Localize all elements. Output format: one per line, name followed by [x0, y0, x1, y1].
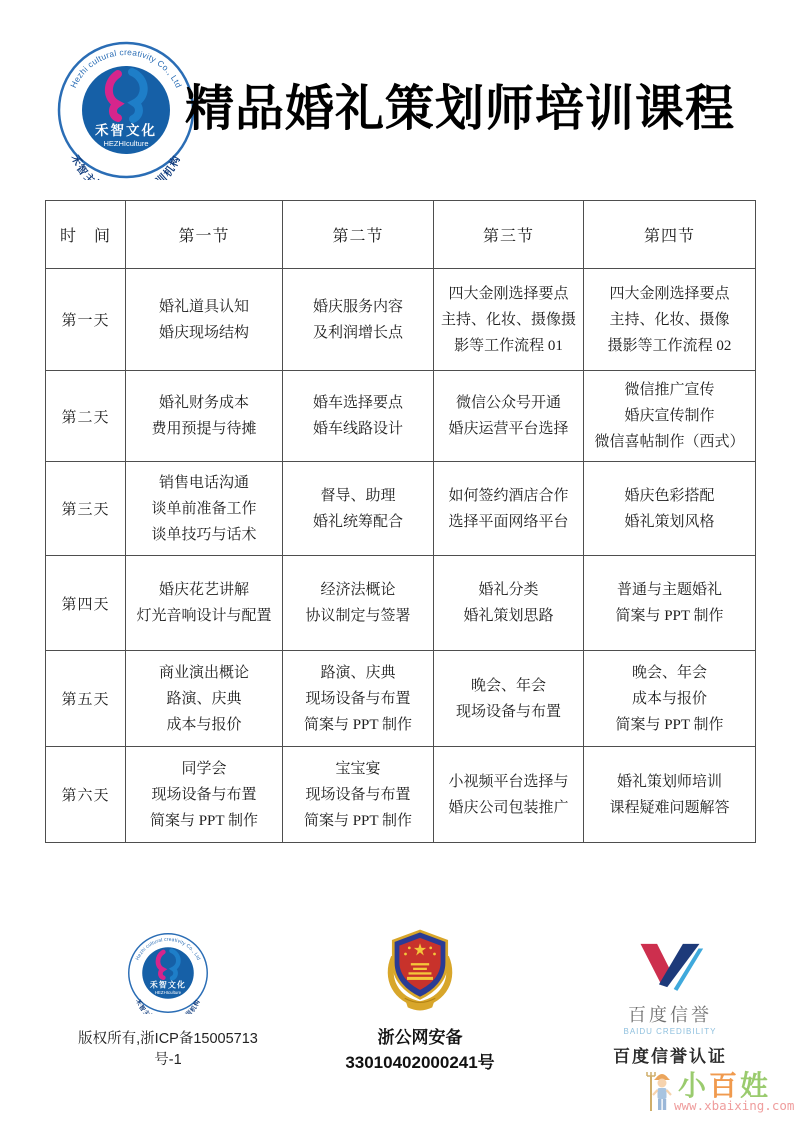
- course-schedule-table: [45, 200, 756, 843]
- day-label: 第一天: [46, 269, 126, 371]
- table-cell: [126, 371, 283, 462]
- cell-line: 成本与报价: [166, 716, 242, 733]
- table-cell: [283, 462, 434, 556]
- cell-line: 晚会、年会: [631, 664, 707, 681]
- cell-line: 婚庆宣传制作: [624, 408, 715, 424]
- day-label: 第五天: [46, 651, 126, 747]
- cell-line: 谈单技巧与话术: [151, 526, 257, 543]
- watermark-url: www.xbaixing.com: [674, 1098, 795, 1113]
- column-header: 第一节: [126, 201, 283, 269]
- cell-line: 宝宝宴: [335, 760, 381, 777]
- table-cell: [434, 651, 584, 747]
- cell-line: 摄影等工作流程 02: [607, 337, 732, 354]
- table-cell: [283, 556, 434, 651]
- cell-line: 商业演出概论: [158, 664, 249, 681]
- table-body: [46, 269, 756, 843]
- cell-line: 婚庆色彩搭配: [624, 487, 715, 504]
- cell-line: 简案与 PPT 制作: [303, 812, 413, 829]
- baidu-credibility-icon: [635, 938, 705, 994]
- cell-line: 婚礼分类: [478, 582, 539, 598]
- cell-line: 简案与 PPT 制作: [615, 716, 724, 733]
- icp-record-text: 版权所有,浙ICP备15005713号-1: [78, 1031, 258, 1068]
- table-cell: [434, 462, 584, 556]
- cell-line: 谈单前准备工作: [151, 500, 257, 517]
- cell-line: 婚礼策划思路: [463, 608, 554, 624]
- column-header: 第二节: [283, 201, 434, 269]
- table-cell: [126, 462, 283, 556]
- footer-copyright-block: [68, 932, 268, 1069]
- cell-line: 协议制定与签署: [305, 608, 411, 624]
- table-cell: [283, 747, 434, 843]
- cell-line: 督导、助理: [320, 487, 396, 504]
- day-label: 第四天: [46, 556, 126, 651]
- cell-line: 经济法概论: [320, 582, 396, 598]
- cell-line: 同学会: [181, 760, 227, 777]
- cell-line: 现场设备与布置: [151, 786, 257, 803]
- cell-line: 灯光音响设计与配置: [136, 608, 272, 624]
- baidu-cert-label: 百度信誉认证: [613, 1047, 727, 1066]
- police-record-text: 浙公网安备 33010402000241号: [345, 1028, 495, 1072]
- cell-line: 婚庆运营平台选择: [448, 421, 569, 437]
- baidu-credibility-cn-label: 百度信誉: [628, 1005, 712, 1025]
- day-label: 第三天: [46, 462, 126, 556]
- cell-line: 现场设备与布置: [455, 703, 561, 720]
- police-badge-icon: [381, 928, 459, 1012]
- table-row: [46, 371, 756, 462]
- table-cell: [126, 269, 283, 371]
- table-cell: [434, 371, 584, 462]
- table-cell: [283, 371, 434, 462]
- day-label: 第二天: [46, 371, 126, 462]
- cell-line: 四大金刚选择要点: [609, 285, 730, 302]
- cell-line: 婚庆服务内容: [312, 298, 403, 315]
- cell-line: 及利润增长点: [312, 324, 403, 341]
- cell-line: 现场设备与布置: [305, 786, 411, 803]
- table-cell: [126, 556, 283, 651]
- cell-line: 费用预提与待摊: [151, 421, 257, 437]
- table-row: [46, 747, 756, 843]
- cell-line: 婚礼统筹配合: [312, 513, 403, 530]
- column-header: 第三节: [434, 201, 584, 269]
- cell-line: 婚庆花艺讲解: [158, 582, 249, 598]
- cell-line: 小视频平台选择与: [448, 773, 569, 790]
- cell-line: 微信推广宣传: [624, 382, 715, 398]
- table-cell: [283, 269, 434, 371]
- cell-line: 销售电话沟通: [158, 474, 249, 491]
- cell-line: 婚礼道具认知: [158, 298, 249, 315]
- cell-line: 婚礼策划风格: [624, 513, 715, 530]
- cell-line: 普通与主题婚礼: [616, 582, 722, 598]
- cell-line: 简案与 PPT 制作: [149, 812, 259, 829]
- table-row: [46, 651, 756, 747]
- cell-line: 微信公众号开通: [455, 395, 561, 411]
- cell-line: 简案与 PPT 制作: [615, 608, 724, 624]
- cell-line: 现场设备与布置: [305, 690, 411, 707]
- table-cell: [584, 651, 756, 747]
- footer-baidu-block: [595, 938, 745, 1067]
- cell-line: 主持、化妆、摄像摄: [440, 311, 576, 328]
- table-row: [46, 269, 756, 371]
- footer-police-block: [310, 928, 530, 1073]
- hezhi-company-logo-small-icon: [127, 932, 209, 1014]
- cell-line: 四大金刚选择要点: [448, 285, 569, 302]
- table-cell: [584, 747, 756, 843]
- table-cell: [434, 556, 584, 651]
- table-cell: [126, 747, 283, 843]
- cell-line: 婚车线路设计: [312, 421, 403, 437]
- cell-line: 婚庆公司包装推广: [448, 799, 569, 816]
- table-header-row: [46, 201, 756, 269]
- table-cell: [434, 269, 584, 371]
- day-label: 第六天: [46, 747, 126, 843]
- cell-line: 微信喜帖制作（西式）: [594, 434, 745, 450]
- cell-line: 如何签约酒店合作: [448, 487, 569, 504]
- table-row: [46, 462, 756, 556]
- column-header: 时 间: [46, 201, 126, 269]
- xbaixing-watermark: [646, 1062, 796, 1124]
- cell-line: 路演、庆典: [320, 664, 396, 681]
- cell-line: 课程疑难问题解答: [609, 799, 730, 816]
- page-title: 精品婚礼策划师培训课程: [184, 81, 735, 136]
- cell-line: 成本与报价: [631, 690, 707, 707]
- watermark-title: 小百姓: [678, 1071, 772, 1102]
- cell-line: 婚礼策划师培训: [616, 773, 722, 790]
- cell-line: 影等工作流程 01: [454, 337, 563, 354]
- cell-line: 婚庆现场结构: [158, 324, 249, 341]
- table-row: [46, 556, 756, 651]
- cell-line: 选择平面网络平台: [448, 513, 569, 530]
- table-cell: [126, 651, 283, 747]
- table-cell: [434, 747, 584, 843]
- cell-line: 婚车选择要点: [312, 395, 403, 411]
- table-cell: [584, 269, 756, 371]
- cell-line: 主持、化妆、摄像: [609, 311, 730, 328]
- cell-line: 简案与 PPT 制作: [303, 716, 413, 733]
- farmer-figure-icon: [646, 1066, 676, 1118]
- table-cell: [584, 371, 756, 462]
- baidu-credibility-en-label: BAIDU CREDIBILITY: [623, 1027, 717, 1036]
- column-header: 第四节: [584, 201, 756, 269]
- table-cell: [584, 556, 756, 651]
- cell-line: 晚会、年会: [470, 677, 546, 694]
- table-cell: [283, 651, 434, 747]
- table-cell: [584, 462, 756, 556]
- cell-line: 婚礼财务成本: [158, 395, 249, 411]
- cell-line: 路演、庆典: [166, 690, 242, 707]
